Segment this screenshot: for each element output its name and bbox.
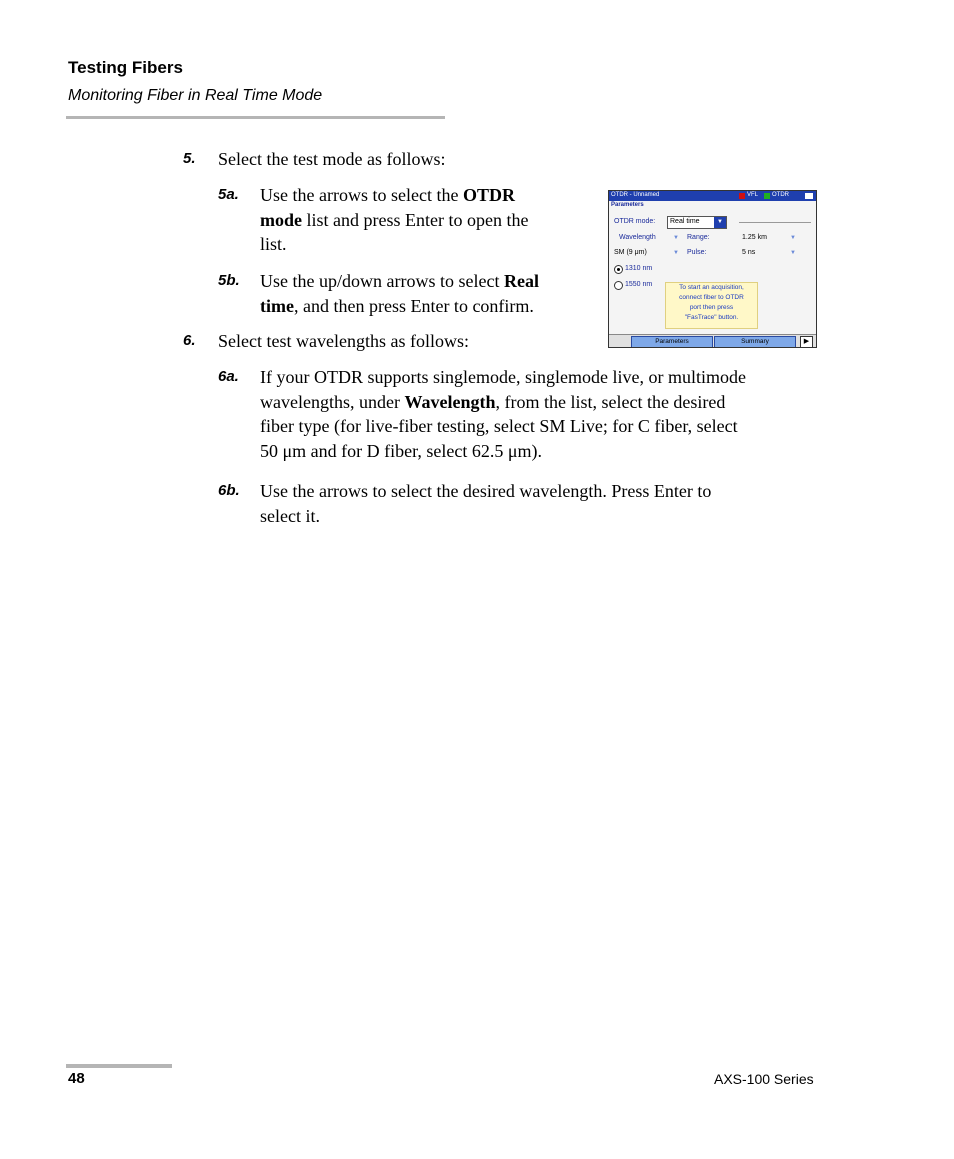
otdr-status-icon	[764, 193, 770, 199]
radio-1310[interactable]	[614, 265, 623, 274]
vfl-label: VFL	[747, 192, 759, 198]
range-label: Range:	[687, 234, 710, 241]
tab-parameters[interactable]: Parameters	[631, 336, 713, 348]
pulse-arrow-icon[interactable]: ▼	[790, 250, 796, 256]
otdr-mode-select[interactable]	[667, 216, 727, 229]
step-5b-number: 5b.	[218, 272, 240, 289]
step-6a-number: 6a.	[218, 368, 239, 385]
otdr-mode-label: OTDR mode:	[614, 218, 656, 225]
otdr-label: OTDR	[772, 192, 789, 198]
dropdown-arrow-icon[interactable]: ▼	[714, 217, 726, 228]
step-5-number: 5.	[183, 150, 196, 167]
step-5b-text: Use the up/down arrows to select Real time, and then press Enter to confirm.	[260, 271, 539, 316]
radio-1550[interactable]	[614, 281, 623, 290]
fiber-type-value: SM (9 μm)	[614, 249, 647, 256]
acquisition-tooltip: To start an acquisition, connect fiber to OTDR port then press "FasTrace" button.	[665, 282, 758, 329]
step-6-number: 6.	[183, 332, 196, 349]
running-header-subtitle: Monitoring Fiber in Real Time Mode	[68, 87, 323, 104]
running-header-title: Testing Fibers	[68, 58, 183, 77]
screenshot-title-bar	[609, 191, 816, 201]
pulse-label: Pulse:	[687, 249, 707, 256]
footer-rule	[66, 1064, 172, 1068]
pulse-value: 5 ns	[742, 249, 756, 256]
tab-summary[interactable]: Summary	[714, 336, 796, 348]
otdr-screenshot	[608, 190, 817, 348]
step-5-text: Select the test mode as follows:	[218, 149, 446, 169]
otdr-mode-value: Real time	[670, 218, 700, 225]
screenshot-tab-bar	[609, 334, 816, 348]
product-series: AXS-100 Series	[714, 1071, 814, 1087]
range-value: 1.25 km	[742, 234, 767, 241]
parameters-heading: Parameters	[611, 202, 644, 208]
battery-icon	[805, 193, 813, 199]
step-5a-number: 5a.	[218, 186, 239, 203]
vfl-status-icon	[739, 193, 745, 199]
tab-next-arrow-icon[interactable]: ▶	[800, 336, 813, 348]
page-number: 48	[68, 1070, 85, 1087]
fiber-arrow-icon[interactable]: ▼	[673, 250, 679, 256]
wavelength-label: Wavelength	[619, 234, 656, 241]
window-title: OTDR - Unnamed	[611, 192, 660, 198]
wavelength-1550-label: 1550 nm	[625, 281, 653, 288]
divider-line	[739, 222, 811, 223]
wavelength-1310-label: 1310 nm	[625, 265, 653, 272]
header-rule	[66, 116, 445, 119]
wavelength-arrow-icon[interactable]: ▼	[673, 235, 679, 241]
step-5a-text: Use the arrows to select the OTDR mode list and press Enter to open the list.	[260, 185, 529, 254]
range-arrow-icon[interactable]: ▼	[790, 235, 796, 241]
step-6b-text: Use the arrows to select the desired wavelength. Press Enter to select it.	[260, 481, 712, 526]
step-6-text: Select test wavelengths as follows:	[218, 331, 469, 351]
step-6a-text: If your OTDR supports singlemode, singlemode live, or multimode wavelengths, under Wavelength, from the list, select the desired fiber type (for live-fiber testing, select SM Live; for C fiber, select 50 μm and for D fiber, select 62.5 μm).	[260, 367, 746, 461]
step-6b-number: 6b.	[218, 482, 240, 499]
